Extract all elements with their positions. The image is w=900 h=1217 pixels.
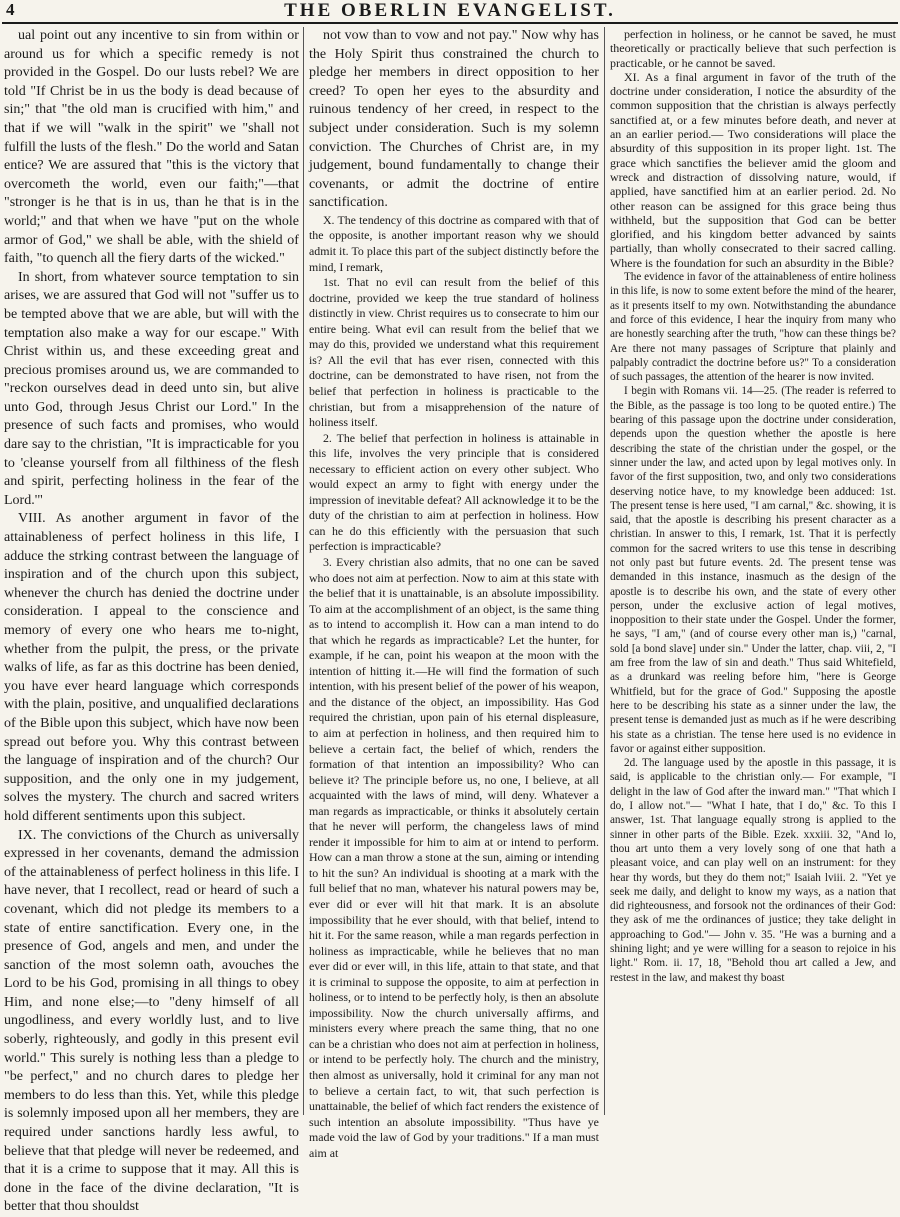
paragraph: ual point out any incentive to sin from within or around us for which a specific remedy is not provided in the Gospel. Do our lusts rebel? We are told "If Christ be in us the body is dead because of sin;" that "the old man is crucified with him," and that if we will "walk in the spirit" we "shall not fulfill the lusts of the flesh." Do the world and Satan entice? We are assured that "this is the victory that overcometh the world, even our faith;"—that "stronger is he that is in us, than he that is in the world;" and that when we have "put on the whole armor of God," we shall be able, with the shield of faith, "to quench all the fiery darts of the wicked."	[4, 28, 299, 267]
column-3	[605, 27, 898, 1115]
paragraph: XI. As a final argument in favor of the truth of the doctrine under consideration, I notice the absurdity of the common supposition that the christian is always perfectly sanctified at, or a few minutes before death, and never at an an earlier period.— Two considerations will place the absurdity of this supposition in its proper light. 1st. The grace which sanctifies the believer amid the gloom and wreck and distraction of dissolving nature, would, if applied, have sanctified him at an earlier period. 2d. No other reason can be assigned for this grace being thus withheld, but the supposition that God can be better glorified, and his kingdom better advanced by saints partially, than wholly consecrated to their sacred calling. Where is the foundation for such an absurdity in the Bible?	[609, 69, 896, 270]
paragraph: 2d. The language used by the apostle in this passage, it is said, is applicable to the christian only.— For example, "I delight in the law of God after the inward man." "That which I do, I allow not."— "What I hate, that I do," &c. To this I answer, 1st. That language equally strong is applied to the sinner in other parts of the Bible. Ezek. xxxiii. 32, "And lo, thou art unto them a very lovely song of one that hath a pleasant voice, and can play well on an instrument: for they hear thy words, but they do them not;" Isaiah lviii. 2. "Yet ye seek me daily, and delight to know my ways, as a nation that did righteousness, and forsook not the ordinances of their God: they ask of me the ordinances of justice; they take delight in approaching to God."— John v. 35. "He was a burning and a shining light; and ye were willing for a season to rejoice in his light." Rom. ii. 17, 18, "Behold thou art called a Jew, and restest in the law, and makest thy boast	[609, 757, 896, 984]
newspaper-title: THE OBERLIN EVANGELIST.	[284, 0, 616, 21]
paragraph: 2. The belief that perfection in holiness is attainable in this life, involves the very principle that is considered necessary to efficient action on every other subject. Who would expect an army to fight with energy under the impression of inevitable defeat? All acknowledge it to be the duty of the christian to aim at perfection in holiness. How can he do this efficiently with the persuasion that such perfection is impracticable?	[308, 430, 599, 554]
paragraph: VIII. As another argument in favor of the attainableness of perfect holiness in this life, I adduce the strking contrast between the language of inspiration and of the church upon this subject, whenever the church has denied the doctrine under consideration. I appeal to the conscience and memory of every one who hears me to-night, whether from the pulpit, the press, or the private walks of life, as far as this doctrine has been denied, you have ever heard language which corresponds with the plain, positive, and unqualified declarations of the Bible upon this subject, which have now been spread out before you. Why this contrast between the language of inspiration and of the church? Our supposition, and the only one in my judgement, solves the mystery. The church and sacred writers hold different sentiments upon this subject.	[4, 511, 299, 824]
paragraph: 1st. That no evil can result from the belief of this doctrine, provided we keep the true standard of holiness distinctly in view. Christ requires us to consecrate to him our entire being. What evil can result from the belief that we may do this, provided we understand what this requirement is? All the evil that has ever risen, connected with this doctrine, can be demonstrated to have risen, not from the belief that perfection in holiness is practicable to the christian, but from a misapprehension of the nature of holiness itself.	[308, 275, 599, 430]
column-2	[304, 27, 605, 1160]
paragraph: X. The tendency of this doctrine as compared with that of the opposite, is another important reason why we should admit it. To place this part of the subject distinctly before the mind, I remark,	[308, 212, 599, 274]
paragraph: perfection in holiness, or he cannot be saved, he must theoretically or practically believe that such perfection is practicable, or he cannot be saved.	[609, 27, 896, 70]
page-number: 4	[6, 0, 15, 19]
masthead	[2, 0, 898, 24]
paragraph: In short, from whatever source temptation to sin arises, we are assured that God will not "suffer us to be tempted above that we are able, but will with the temptation also make a way for our escape." With Christ within us, and these exceeding great and precious promises around us, we are commanded to "reckon ourselves dead in deed unto sin, but alive unto God, through Jesus Christ our Lord." In the presence of such facts and promises, who would dare say to the christian, "It is impracticable for you to 'cleanse yourself from all filthiness of the flesh and spirit, perfecting holiness in the fear of the Lord.'"	[4, 269, 299, 508]
paragraph: not vow than to vow and not pay." Now why has the Holy Spirit thus constrained the church to pledge her members in direct opposition to her creed? To open her eyes to the absurdity and ruinous tendency of her creed, in respect to the subject under consideration. Such is my solemn conviction. The Churches of Christ are, in my judgement, bound fundamentally to change their covenants, or admit the doctrine of entire sanctification.	[308, 28, 599, 211]
paragraph: 3. Every christian also admits, that no one can be saved who does not aim at perfection. Now to aim at this state with the belief that it is unattainable, is an absolute impossibility. To aim at the accomplishment of an object, is the same thing as to intend to accomplish it. How can a man intend to do that which he regards as impracticable? Let the hunter, for example, if he can, point his weapon at the moon with the intention of hitting it.—He will find the formation of such intention, with his present belief of the power of his weapon, and the distance of the object, an impossibility. Has God required the christian, upon pain of his eternal displeasure, to aim at perfection in holiness, and then required him to believe a certain fact, the belief of which, renders the formation of that intention an impossibility? Who can believe it? The principle before us, no one, I believe, at all acquainted with the laws of mind, will deny. Whatever a man regards as impracticable, or thinks it absolutely certain that he never will perform, the changeless laws of mind render it impossible for him to aim at or intend to perform. How can a man throw a stone at the sun, aiming or intending to hit the sun? An individual is shooting at a mark with the full belief that no man, whatever his natural powers may be, ever did or ever will hit that mark. It is an absolute impossibility that he ever should, with that belief, intend to hit it. For the same reason, while a man regards perfection in holiness as impracticable, while he believes that no man ever did or ever will, in this life, attain to that state, and that it is criminal to suppose the opposite, to aim at perfection in holiness, or to intend to be perfectly holy, is then an absolute impossibility. Now the church universally affirms, and ministers every where preach the same thing, that no one can be a christian who does not aim at perfection in holiness, or intend to be perfectly holy. The church and the ministry, then almost as universally, hold it criminal for any man not to believe a certain fact, to wit, that such perfection is unattainable, the belief of which fact renders the existence of such intention an absolute impossibility. "Thus have ye made void the law of God by your traditions." If a man must aim at	[308, 554, 599, 1160]
paragraph: The evidence in favor of the attainableness of entire holiness in this life, is now to some extent before the mind of the hearer, as it presents itself to my own. Notwithstanding the abundance and force of this evidence, I hear the inquiry from many who are honestly searching after the truth, "how can these things be? Are there not many passages of Scripture that plainly and palpably contradict the doctrine before us?" To a consideration of such passages, the attention of the hearer is now invited.	[609, 271, 896, 384]
column-1	[2, 27, 304, 1215]
text-columns	[2, 27, 898, 1215]
paragraph: I begin with Romans vii. 14—25. (The reader is referred to the Bible, as the passage is too long to be quoted entire.) The bearing of this passage upon the doctrine under consideration, depends upon the question whether the apostle is here describing the state of the christian under the gospel, or the sinner under the law, and acted upon by legal motives only. In favor of the first supposition, two, and only two considerations deserving notice have, to my knowledge been adduced: 1st. The present tense is here used, "I am carnal," &c. showing, it is said, that the apostle is describing his present character as a christian. In answer to this, I remark, 1st. That it is perfectly common for the sacred writers to use this tense in describing not only past but future events. 2d. The present tense was demanded in this instance, inasmuch as the design of the apostle is to describe his own, and the state of every other person, under the exclusive action of legal motives, inopposition to their state under the Gospel. Under the former, he says, "I am," (and of course every other man is,) "carnal, sold [a bond slave] under sin." Under the latter, chap. viii, 2, "I am free from the law of sin and death." Thus said Whitefield, as a drunkard was reeling before him, "here is George Whitfield, but for the grace of God." Supposing the apostle here to be describing his state as a sinner under the law, the present tense is demanded just as much as if he were describing his state as a christian. The tense here used is no evidence in favor or against either supposition.	[609, 385, 896, 755]
paragraph: IX. The convictions of the Church as universally expressed in her covenants, demand the admission of the attainableness of perfect holiness in this life. I have never, that I recollect, read or heard of such a covenant, which did not pledge its members to a state of entire sanctification. Every one, in the presence of God, angels and men, and under the sanction of the most solemn oath, avouches the Lord to be his God, promising in all things to obey Him, and none else;—to "deny himself of all ungodliness, and every worldly lust, and to live soberly, righteously, and godly in this present evil world." This surely is nothing less than a pledge to "be perfect," and no church dares to pledge her members to do less than this. Yet, while this pledge is solemnly imposed upon all her members, they are required under sanctions hardly less awful, to believe that that pledge will never be redeemed, and that it is a crime to suppose that it may. All this is done in the face of the divine declaration, "It is better that thou shouldst	[4, 827, 299, 1215]
